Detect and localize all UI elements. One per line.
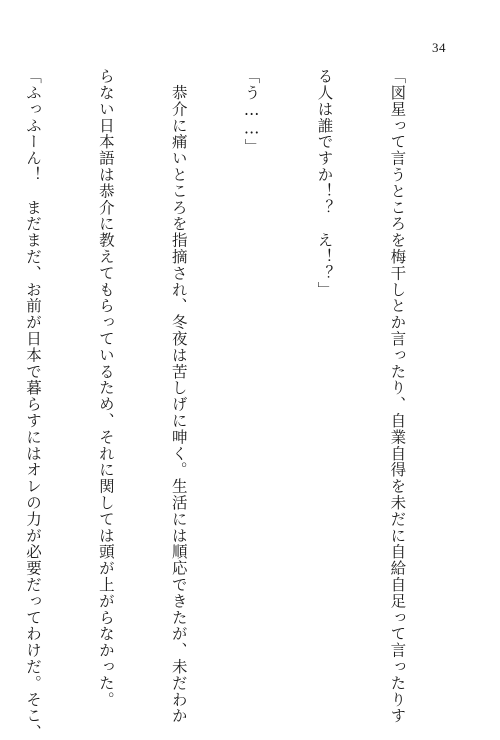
text-line: 恭介に痛いところを指摘され、冬夜は苦しげに呻く。生活には順応できたが、未だわか — [169, 68, 188, 724]
text-line: る人は誰ですか！？ え！？」 — [315, 68, 334, 298]
text-line: 「う……」 — [242, 68, 261, 155]
page-number: 34 — [432, 40, 446, 55]
text-line: 「図星って言うところを梅干しとか言ったり、自業自得を未だに自給自足って言ったりす — [388, 68, 407, 724]
body-text — [0, 68, 458, 740]
text-line: 「ふっふーん！ まだまだ、お前が日本で暮らすにはオレの力が必要だってわけだ。そこ、 — [23, 68, 42, 740]
text-line: らない日本語は恭介に教えてもらっているため、それに関しては頭が上がらなかった。 — [96, 68, 115, 708]
